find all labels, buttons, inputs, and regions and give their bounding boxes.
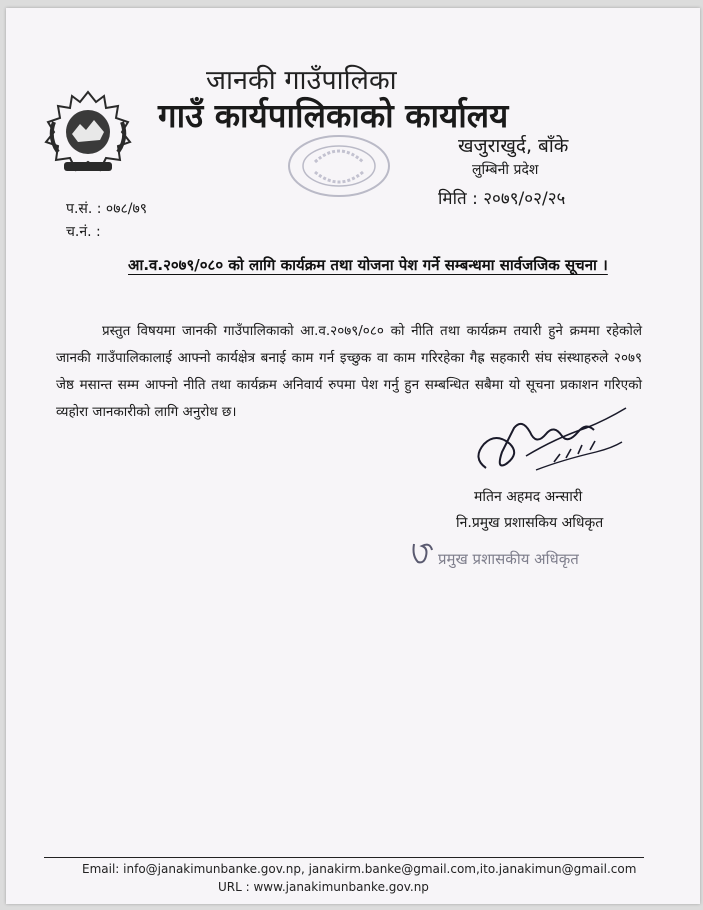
footer-email: Email: info@janakimunbanke.gov.np, janakirm.banke@gmail.com,ito.janakimun@gmail.com [82, 862, 637, 876]
province-name: लुम्बिनी प्रदेश [472, 162, 539, 178]
signatory-name: मतिन अहमद अन्सारी [474, 489, 583, 505]
government-emblem-icon [38, 88, 138, 180]
stamp-initial-icon [410, 538, 434, 566]
letter-date: मिति : २०७९/०२/२५ [438, 189, 566, 209]
notice-body: प्रस्तुत विषयमा जानकी गाउँपालिकाको आ.व.२०७९/०८० को नीति तथा कार्यक्रम तयारी हुने क्रममा रहेकोले जानकी गाउँपालिकालाई आफ्नो कार्यक्षेत्र बनाई काम गर्न इच्छुक वा काम गरिरहेका गैह्र सहकारी संघ संस्थाहरुले २०७९ जेष्ठ मसान्त सम्म आफ्नो नीति तथा कार्यक्रम अनिवार्य रुपमा पेश गर्नु हुन सम्बन्धित सबैमा यो सूचना प्रकाशन गरिएको व्यहोरा जानकारीको लागि अनुरोध छ। [56, 323, 642, 420]
municipality-name: जानकी गाउँपालिका [206, 65, 397, 96]
official-stamp-title: प्रमुख प्रशासकीय अधिकृत [438, 550, 579, 568]
letter-number: प.सं. : ०७८/७९ [66, 201, 148, 217]
office-location: खजुराखुर्द, बाँके [458, 135, 569, 157]
office-name: गाउँ कार्यपालिकाको कार्यालय [158, 96, 509, 135]
signatory-title: नि.प्रमुख प्रशासकिय अधिकृत [456, 515, 604, 531]
footer-url: URL : www.janakimunbanke.gov.np [218, 880, 429, 894]
footer-divider [44, 857, 644, 858]
dispatch-number: च.नं. : [66, 224, 101, 240]
office-seal-stamp-icon [285, 132, 393, 200]
notice-subject: आ.व.२०७९/०८० को लागि कार्यक्रम तथा योजना पेश गर्ने सम्बन्धमा सार्वजजिक सूचना । [128, 256, 608, 274]
handwritten-signature-icon [466, 398, 636, 486]
